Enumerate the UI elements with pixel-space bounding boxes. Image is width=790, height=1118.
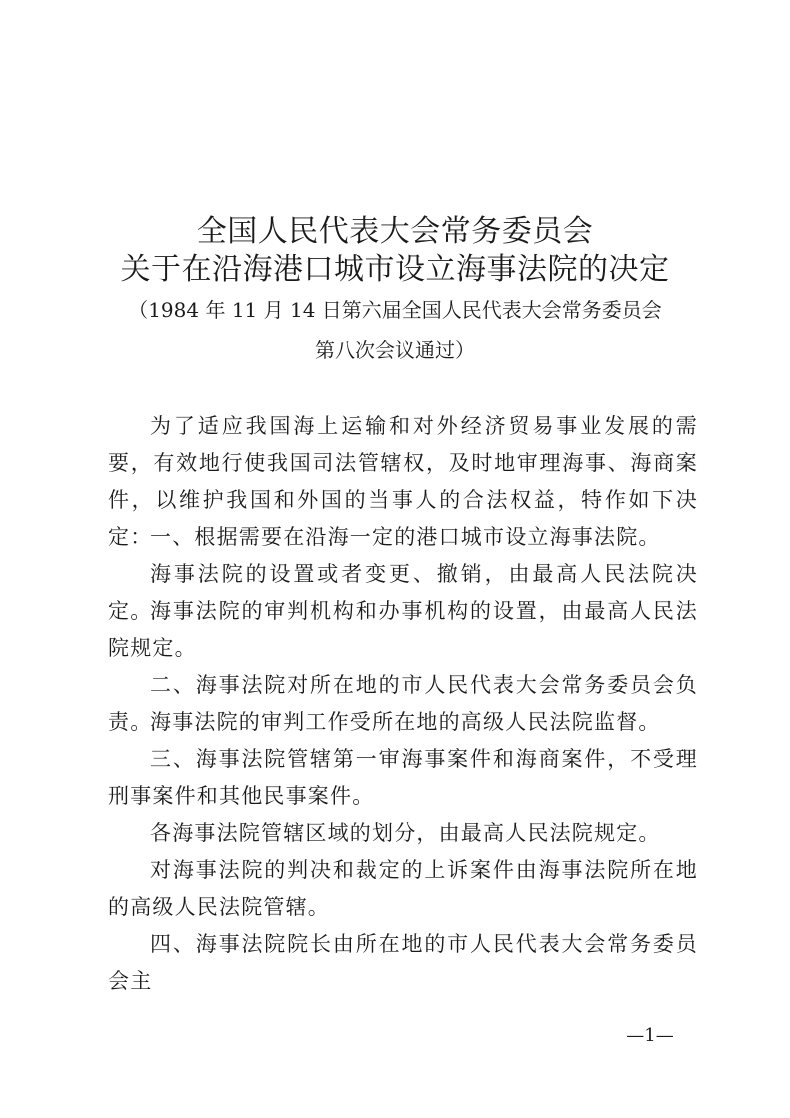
paragraph-article-1-organs: 海事法院的审判机构和办事机构的设置，由最高人民法院规定。 (108, 599, 698, 660)
paragraph-preamble: 为了适应我国海上运输和对外经济贸易事业发展的需要，有效地行使我国司法管辖权，及时地审理海事、海商案件，以维护我国和外国的当事人的合法权益，特作如下决定： (108, 414, 698, 549)
subtitle-line-1: （1984 年 11 月 14 日第六届全国人民代表大会常务委员会 (128, 298, 662, 322)
title-line-1: 全国人民代表大会常务委员会 (196, 214, 594, 249)
subtitle-line-2: 第八次会议通过） (315, 338, 475, 362)
paragraph-article-2-supervision: 海事法院的审判工作受所在地的高级人民法院监督。 (150, 710, 661, 734)
page-number: —1— (626, 1025, 674, 1046)
title-line-2: 关于在沿海港口城市设立海事法院的决定 (120, 252, 670, 287)
paragraph-article-3-jurisdiction: 各海事法院管辖区域的划分，由最高人民法院规定。 (150, 821, 661, 845)
paragraph-article-2: 二、海事法院对所在地的市人民代表大会常务委员会负责。 (108, 673, 698, 734)
paragraph-article-1-court-setup: 海事法院的设置或者变更、撤销，由最高人民法院决定。 (108, 562, 698, 623)
paragraph-article-1: 一、根据需要在沿海一定的港口城市设立海事法院。 (150, 525, 661, 549)
paragraph-article-3-appeals: 对海事法院的判决和裁定的上诉案件由海事法院所在地的高级人民法院管辖。 (108, 858, 698, 919)
paragraph-article-3: 三、海事法院管辖第一审海事案件和海商案件，不受理刑事案件和其他民事案件。 (108, 747, 698, 808)
paragraph-article-4: 四、海事法院院长由所在地的市人民代表大会常务委员会主 (108, 932, 698, 993)
